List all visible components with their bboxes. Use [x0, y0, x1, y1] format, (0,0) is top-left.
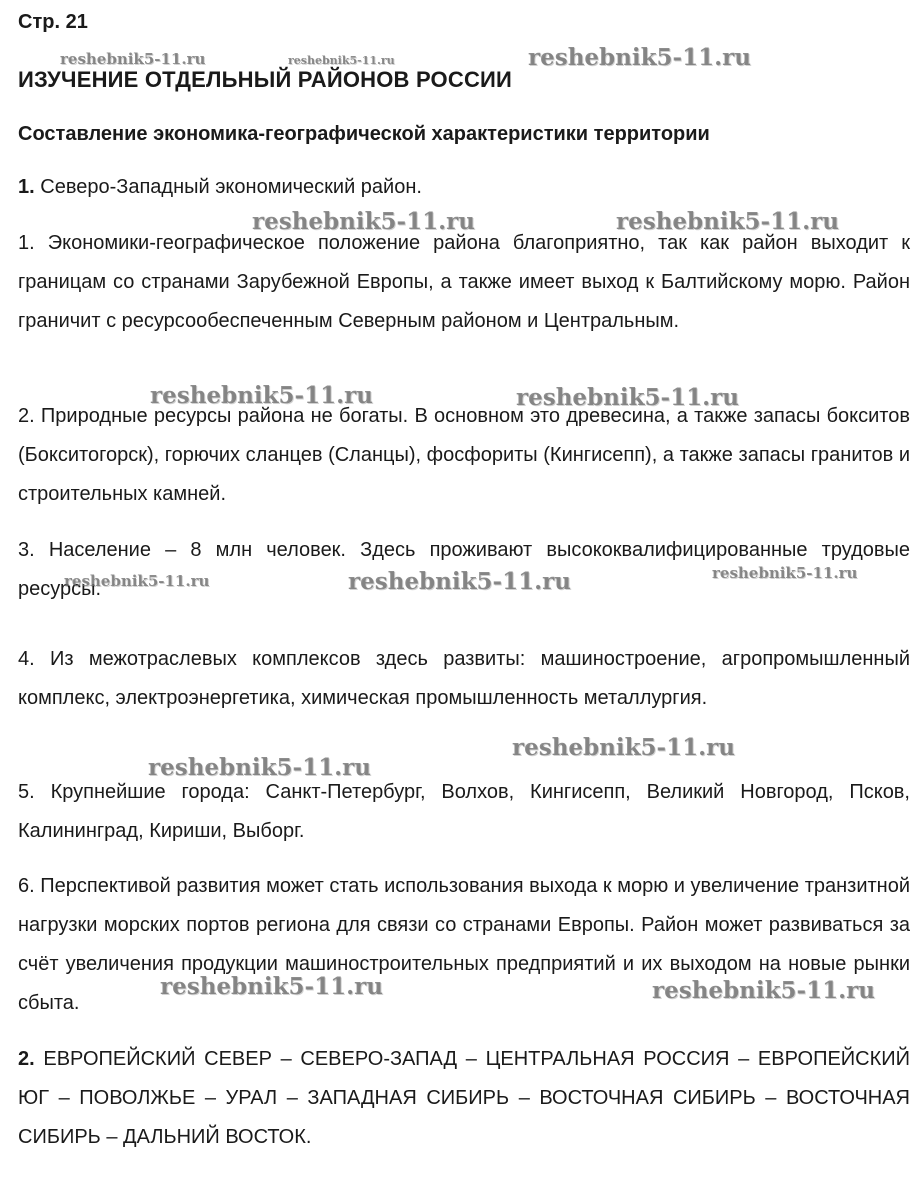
task-number: 1. [18, 176, 35, 198]
task1-heading [18, 168, 910, 207]
watermark: reshebnik5-11.ru [512, 734, 735, 761]
paragraph-3: 3. Население – 8 млн человек. Здесь проживают высококвалифицированные трудовые ресурсы. [18, 539, 910, 600]
paragraph-4: 4. Из межотраслевых комплексов здесь развиты: машиностроение, агропромышленный комплекс, электроэнергетика, химическая промышленность металлургия. [18, 648, 910, 709]
watermark: reshebnik5-11.ru [150, 382, 373, 409]
watermark: reshebnik5-11.ru [652, 977, 875, 1004]
watermark: reshebnik5-11.ru [712, 564, 858, 582]
watermark: reshebnik5-11.ru [516, 384, 739, 411]
watermark: reshebnik5-11.ru [288, 54, 395, 67]
watermark: reshebnik5-11.ru [64, 572, 210, 590]
paragraph-2: 2. Природные ресурсы района не богаты. В основном это древесина, а также запасы бокситов (Бокситогорск), горючих сланцев (Сланцы), фосфориты (Кингисепп), а также запасы гранитов и строительных камней. [18, 405, 910, 505]
paragraph-6: 6. Перспективой развития может стать использования выхода к морю и увеличение транзитной нагрузки морских портов региона для связи со странами Европы. Район может развиваться за счёт увеличения продукции машиностроительных предприятий и их выходом на новые рынки сбыта. [18, 875, 910, 1014]
watermark: reshebnik5-11.ru [148, 754, 371, 781]
section-title: ИЗУЧЕНИЕ ОТДЕЛЬНЫЙ РАЙОНОВ РОССИИ [18, 67, 513, 92]
task2-text: ЕВРОПЕЙСКИЙ СЕВЕР – СЕВЕРО-ЗАПАД – ЦЕНТРАЛЬНАЯ РОССИЯ – ЕВРОПЕЙСКИЙ ЮГ – ПОВОЛЖЬЕ – УРАЛ – ЗАПАДНАЯ СИБИРЬ – ВОСТОЧНАЯ СИБИРЬ – ВОСТОЧНАЯ СИБИРЬ – ДАЛЬНИЙ ВОСТОК. [18, 1048, 910, 1148]
task-number: 2. [18, 1048, 35, 1070]
paragraph-5: 5. Крупнейшие города: Санкт-Петербург, Волхов, Кингисепп, Великий Новгород, Псков, Калининград, Кириши, Выборг. [18, 781, 910, 842]
watermark: reshebnik5-11.ru [160, 973, 383, 1000]
watermark: reshebnik5-11.ru [528, 44, 751, 71]
page-number: Стр. 21 [18, 11, 88, 33]
subtitle: Составление экономика-географической характеристики территории [18, 123, 710, 145]
watermark: reshebnik5-11.ru [616, 208, 839, 235]
watermark: reshebnik5-11.ru [348, 568, 571, 595]
watermark: reshebnik5-11.ru [252, 208, 475, 235]
task2-paragraph [18, 1040, 910, 1157]
paragraph-1: 1. Экономики-географическое положение района благоприятно, так как район выходит к границам со странами Зарубежной Европы, а также имеет выход к Балтийскому морю. Район граничит с ресурсообеспеченным Северным районом и Центральным. [18, 232, 910, 332]
task-heading-text: Северо-Западный экономический район. [40, 176, 422, 198]
watermark: reshebnik5-11.ru [60, 50, 206, 68]
